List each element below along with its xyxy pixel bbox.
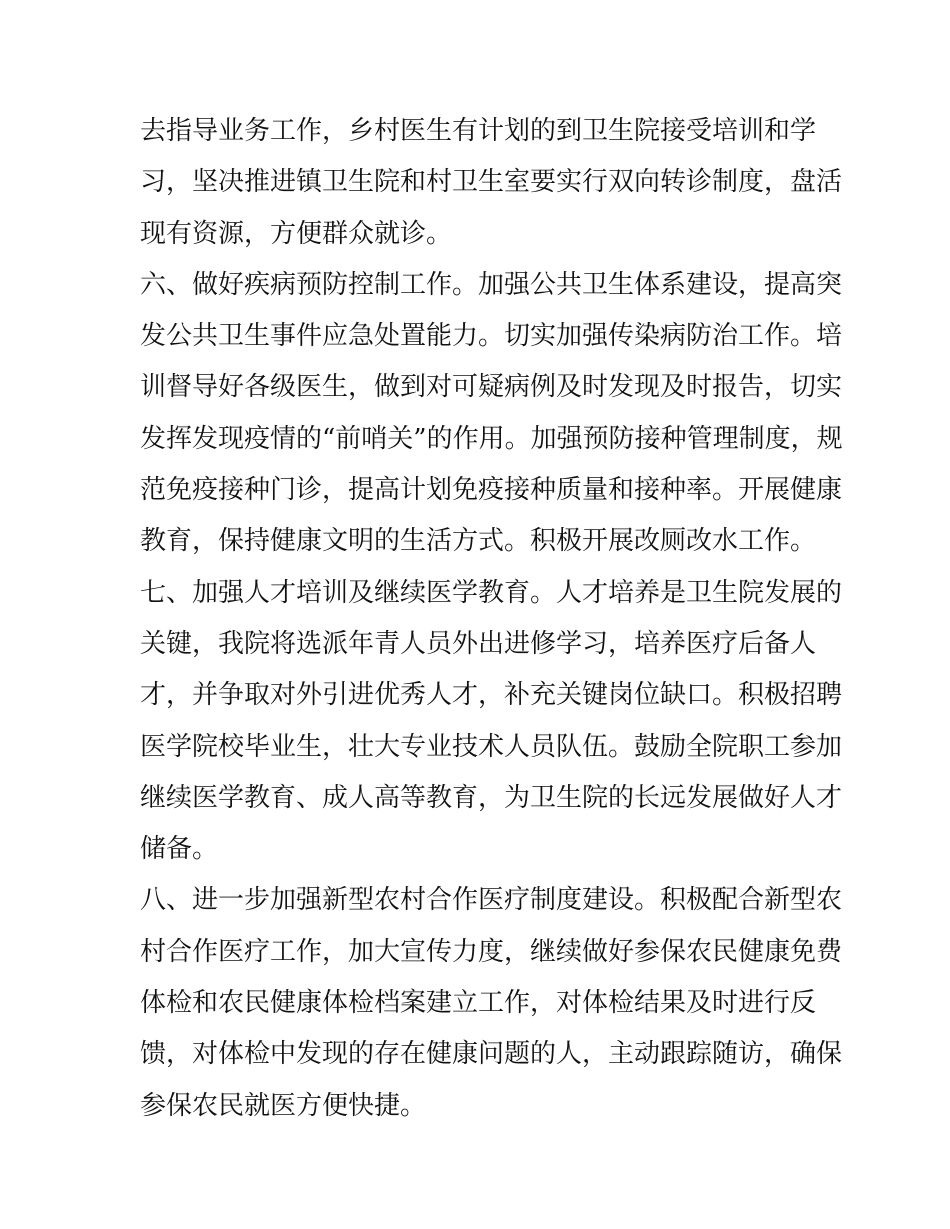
text-line: 去指导业务工作，乡村医生有计划的到卫生院接受培训和学 [140, 116, 817, 146]
text-line: 七、加强人才培训及继续医学教育。人才培养是卫生院发展的 [140, 577, 843, 608]
text-line: 馈，对体检中发现的存在健康问题的人，主动跟踪随访，确保 [140, 1039, 843, 1070]
text-line: 八、进一步加强新型农村合作医疗制度建设。积极配合新型农 [140, 885, 843, 916]
document-body [140, 106, 843, 1132]
text-line: 发公共卫生事件应急处置能力。切实加强传染病防治工作。培 [140, 321, 843, 352]
text-line: 习，坚决推进镇卫生院和村卫生室要实行双向转诊制度，盘活 [140, 167, 843, 198]
text-line: 继续医学教育、成人高等教育，为卫生院的长远发展做好人才 [140, 782, 843, 813]
text-line: 才，并争取对外引进优秀人才，补充关键岗位缺口。积极招聘 [140, 680, 843, 711]
text-line: 六、做好疾病预防控制工作。加强公共卫生体系建设，提高突 [140, 269, 843, 300]
text-line: 发挥发现疫情的“前哨关”的作用。加强预防接种管理制度，规 [140, 423, 843, 454]
text-line: 关键，我院将选派年青人员外出进修学习，培养医疗后备人 [140, 628, 817, 659]
text-line: 教育，保持健康文明的生活方式。积极开展改厕改水工作。 [140, 526, 817, 557]
text-line: 现有资源，方便群众就诊。 [140, 218, 453, 249]
text-line: 参保农民就医方便快捷。 [140, 1090, 427, 1121]
text-line: 训督导好各级医生，做到对可疑病例及时发现及时报告，切实 [140, 372, 843, 403]
text-line: 村合作医疗工作，加大宣传力度，继续做好参保农民健康免费 [140, 936, 843, 967]
text-line: 储备。 [140, 834, 219, 865]
text-line: 范免疫接种门诊，提高计划免疫接种质量和接种率。开展健康 [140, 475, 843, 506]
text-line: 医学院校毕业生，壮大专业技术人员队伍。鼓励全院职工参加 [140, 731, 843, 762]
text-line: 体检和农民健康体检档案建立工作，对体检结果及时进行反 [140, 988, 817, 1019]
